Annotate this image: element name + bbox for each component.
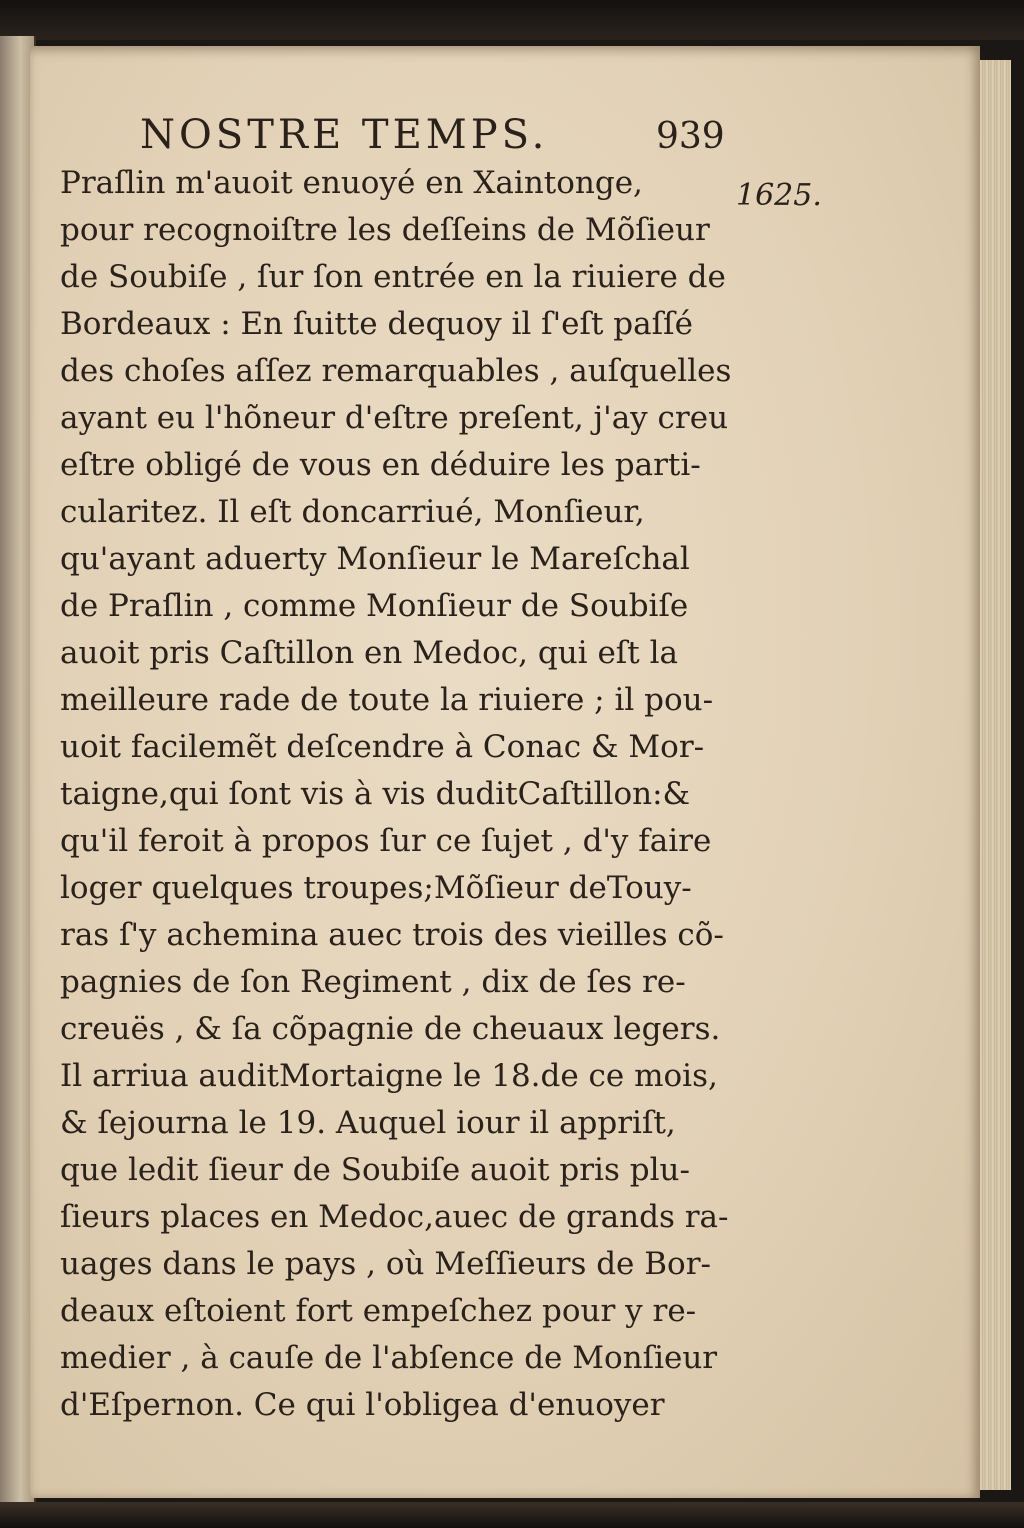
text-line: medier , à cauſe de l'abſence de Monſieur [60, 1340, 718, 1376]
text-line: cularitez. Il eſt doncarriué, Monſieur, [60, 494, 645, 530]
text-line: ayant eu l'hõneur d'eſtre preſent, j'ay creu [60, 400, 729, 436]
text-line: ras ſ'y achemina auec trois des vieilles cõ- [60, 917, 724, 953]
page-number: 939 [656, 116, 725, 157]
text-line: de Soubiſe , ſur ſon entrée en la riuiere de [60, 259, 726, 295]
text-line: meilleure rade de toute la riuiere ; il pou- [60, 682, 714, 718]
text-line: de Praſlin , comme Monſieur de Soubiſe [60, 588, 689, 624]
text-line: qu'ayant aduerty Monſieur le Mareſchal [60, 541, 690, 577]
text-line: deaux eſtoient fort empeſchez pour y re- [60, 1293, 697, 1329]
text-line: que ledit ſieur de Soubiſe auoit pris plu- [60, 1152, 690, 1188]
text-line: pagnies de ſon Regiment , dix de ſes re- [60, 964, 686, 1000]
text-line: taigne,qui ſont vis à vis duditCaſtillon:& [60, 776, 691, 812]
scan-bottom-border [0, 1502, 1024, 1528]
text-line: uages dans le pays , où Meſſieurs de Bor- [60, 1246, 711, 1282]
text-line: pour recognoiſtre les deſſeins de Mõſieur [60, 212, 710, 248]
margin-note-year: 1625. [736, 178, 822, 213]
text-line: & ſejourna le 19. Auquel iour il appriſt, [60, 1105, 676, 1141]
text-line: creuës , & ſa cõpagnie de cheuaux legers. [60, 1011, 721, 1047]
text-line: eſtre obligé de vous en déduire les parti- [60, 447, 701, 483]
scan-top-border [0, 0, 1024, 40]
text-line: ſieurs places en Medoc,auec de grands ra- [60, 1199, 729, 1235]
running-title: NOSTRE TEMPS. [140, 112, 549, 158]
text-line: d'Eſpernon. Ce qui l'obligea d'enuoyer [60, 1387, 665, 1423]
text-line: qu'il feroit à propos ſur ce ſujet , d'y faire [60, 823, 712, 859]
text-line: auoit pris Caſtillon en Medoc, qui eſt la [60, 635, 678, 671]
text-line: Praſlin m'auoit enuoyé en Xaintonge, [60, 165, 643, 201]
text-line: des choſes aſſez remarquables , auſquelles [60, 353, 732, 389]
text-line: loger quelques troupes;Mõſieur deTouy- [60, 870, 692, 906]
text-line: Il arriua auditMortaigne le 18.de ce mois, [60, 1058, 718, 1094]
text-line: Bordeaux : En ſuitte dequoy il ſ'eſt paſſé [60, 306, 693, 342]
text-line: uoit facilemẽt deſcendre à Conac & Mor- [60, 729, 705, 765]
